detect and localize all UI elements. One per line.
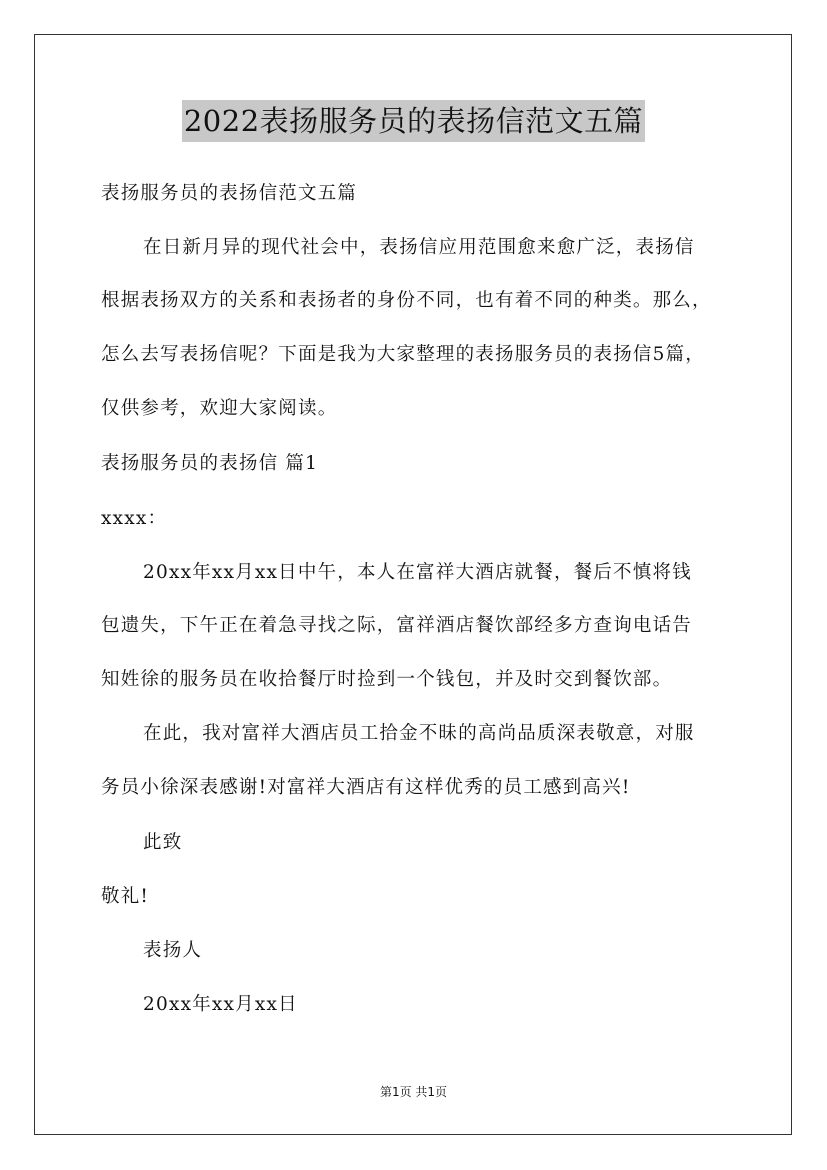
subtitle-line: 表扬服务员的表扬信范文五篇 [101,183,358,204]
body-line: 根据表扬双方的关系和表扬者的身份不同，也有着不同的种类。那么， [101,290,712,311]
body-line: 怎么去写表扬信呢？下面是我为大家整理的表扬服务员的表扬信5篇， [101,344,705,365]
closing-line: 敬礼! [101,886,150,907]
page-footer: 第1页 共1页 [379,1085,448,1099]
body-line: 仅供参考，欢迎大家阅读。 [101,398,338,419]
body-line: 包遗失，下午正在着急寻找之际，富祥酒店餐饮部经多方查询电话告 [101,615,693,636]
closing-line: 此致 [143,832,183,853]
body-line: 在此，我对富祥大酒店员工拾金不昧的高尚品质深表敬意，对服 [143,723,695,744]
body-line: 知姓徐的服务员在收拾餐厅时捡到一个钱包，并及时交到餐饮部。 [101,669,673,690]
document-title: 2022表扬服务员的表扬信范文五篇 [182,100,645,142]
section-heading: 表扬服务员的表扬信 篇1 [101,453,319,474]
salutation: xxxx： [101,508,168,529]
body-line: 20xx年xx月xx日中午，本人在富祥大酒店就餐，餐后不慎将钱 [143,562,692,583]
title-container [0,100,827,142]
signature-line: 表扬人 [143,940,203,961]
date-line: 20xx年xx月xx日 [143,994,298,1015]
body-line: 务员小徐深表感谢!对富祥大酒店有这样优秀的员工感到高兴! [101,777,631,798]
body-line: 在日新月异的现代社会中，表扬信应用范围愈来愈广泛，表扬信 [143,237,695,258]
